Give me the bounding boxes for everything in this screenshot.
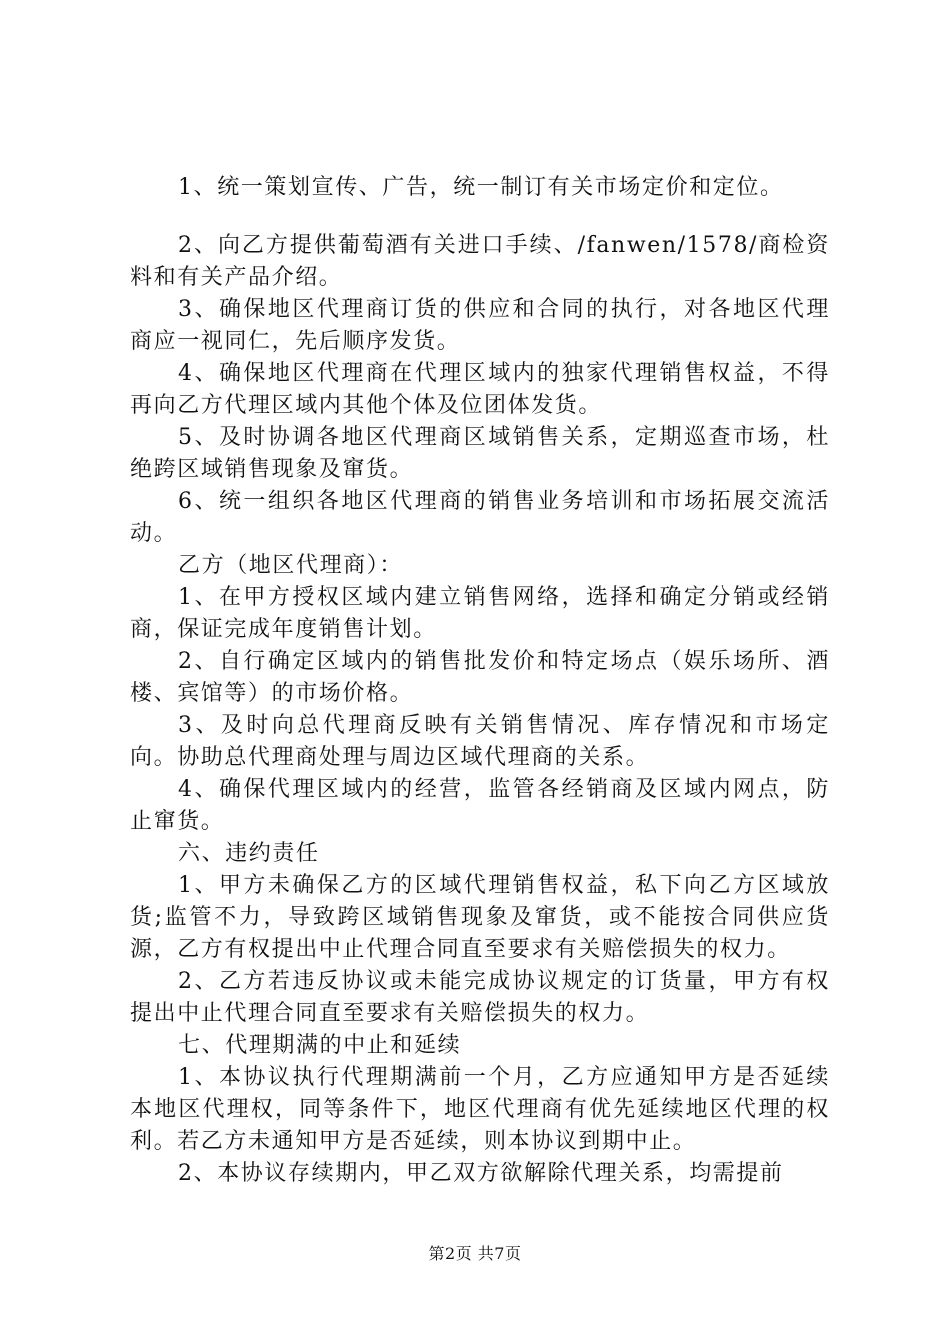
paragraph-2: 2、向乙方提供葡萄酒有关进口手续、/fanwen/1578/商检资料和有关产品介绍。 [130, 233, 830, 290]
paragraph-8: 1、在甲方授权区域内建立销售网络，选择和确定分销或经销商，保证完成年度销售计划。 [130, 585, 830, 642]
paragraph-3: 3、确保地区代理商订货的供应和合同的执行，对各地区代理商应一视同仁，先后顺序发货。 [130, 297, 830, 354]
paragraph-9: 2、自行确定区域内的销售批发价和特定场点（娱乐场所、酒楼、宾馆等）的市场价格。 [130, 649, 830, 706]
paragraph-4: 4、确保地区代理商在代理区域内的独家代理销售权益，不得再向乙方代理区域内其他个体及位团体发货。 [130, 361, 830, 418]
paragraph-17: 2、本协议存续期内，甲乙双方欲解除代理关系，均需提前 [178, 1161, 784, 1186]
section-heading-term: 七、代理期满的中止和延续 [178, 1033, 462, 1058]
paragraph-13: 1、甲方未确保乙方的区域代理销售权益，私下向乙方区域放货;监管不力，导致跨区域销售现象及窜货，或不能按合同供应货源，乙方有权提出中止代理合同直至要求有关赔偿损失的权力。 [130, 873, 830, 962]
paragraph-11: 4、确保代理区域内的经营，监管各经销商及区域内网点，防止窜货。 [130, 777, 830, 834]
paragraph-10: 3、及时向总代理商反映有关销售情况、库存情况和市场定向。协助总代理商处理与周边区域代理商的关系。 [130, 713, 830, 770]
paragraph-6: 6、统一组织各地区代理商的销售业务培训和市场拓展交流活动。 [130, 489, 830, 546]
paragraph-5: 5、及时协调各地区代理商区域销售关系，定期巡查市场，杜绝跨区域销售现象及窜货。 [130, 425, 830, 482]
page-number-footer: 第2页 共7页 [428, 1244, 522, 1263]
paragraph-1: 1、统一策划宣传、广告，统一制订有关市场定价和定位。 [178, 175, 784, 200]
section-heading-breach: 六、违约责任 [178, 841, 320, 866]
paragraph-16: 1、本协议执行代理期满前一个月，乙方应通知甲方是否延续本地区代理权，同等条件下，地区代理商有优先延续地区代理的权利。若乙方未通知甲方是否延续，则本协议到期中止。 [130, 1065, 830, 1154]
document-body [130, 172, 830, 1190]
paragraph-14: 2、乙方若违反协议或未能完成协议规定的订货量，甲方有权提出中止代理合同直至要求有关赔偿损失的权力。 [130, 969, 830, 1026]
section-heading-party-b: 乙方（地区代理商）： [178, 553, 404, 578]
